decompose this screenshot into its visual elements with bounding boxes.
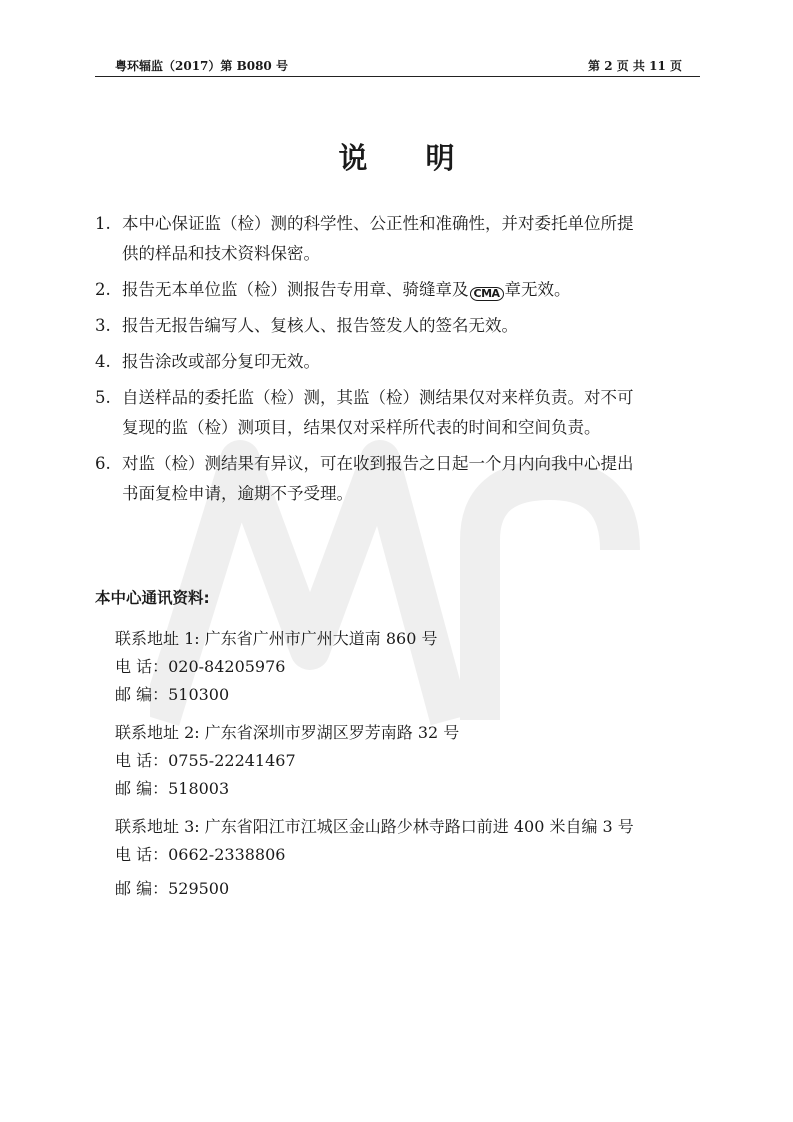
contact-address: 联系地址 1: 广东省广州市广州大道南 860 号 [115, 629, 438, 648]
list-item [95, 383, 703, 443]
contact-postcode: 邮 编：518003 [115, 779, 230, 798]
notice-list [95, 209, 703, 515]
contact-info [115, 625, 634, 913]
contact-postcode: 邮 编：529500 [115, 879, 230, 898]
item-text-suffix: 章无效。 [504, 280, 571, 299]
title-char-2: 明 [425, 141, 455, 175]
item-text-continued: 供的样品和技术资料保密。 [122, 244, 320, 263]
item-number: 1. [95, 214, 111, 233]
list-item [95, 209, 703, 269]
contact-block [115, 813, 634, 903]
item-text: 本中心保证监（检）测的科学性、公正性和准确性，并对委托单位所提 [122, 214, 634, 233]
contact-address: 联系地址 3: 广东省阳江市江城区金山路少林寺路口前进 400 米自编 3 号 [115, 817, 634, 836]
contact-postcode: 邮 编：510300 [115, 685, 230, 704]
item-number: 5. [95, 388, 111, 407]
contact-phone: 电 话：0755-22241467 [115, 751, 296, 770]
item-number: 4. [95, 352, 111, 371]
contact-phone: 电 话：020-84205976 [115, 657, 286, 676]
page-header [95, 58, 700, 77]
contact-heading: 本中心通讯资料: [95, 589, 210, 607]
item-text-continued: 复现的监（检）测项目，结果仅对采样所代表的时间和空间负责。 [122, 418, 601, 437]
list-item [95, 275, 703, 305]
item-text: 自送样品的委托监（检）测，其监（检）测结果仅对来样负责。对不可 [122, 388, 634, 407]
item-number: 2. [95, 280, 111, 299]
cma-mark-icon: CMA [470, 287, 504, 301]
list-item [95, 311, 703, 341]
contact-block [115, 719, 634, 803]
contact-block [115, 625, 634, 709]
page-title [0, 136, 793, 177]
item-text: 报告无本单位监（检）测报告专用章、骑缝章及 [122, 280, 469, 299]
item-text: 报告无报告编写人、复核人、报告签发人的签名无效。 [122, 316, 518, 335]
contact-phone: 电 话：0662-2338806 [115, 845, 286, 864]
item-text-continued: 书面复检申请，逾期不予受理。 [122, 484, 353, 503]
document-number: 粤环辐监（2017）第 B080 号 [115, 59, 288, 73]
item-number: 3. [95, 316, 111, 335]
item-number: 6. [95, 454, 111, 473]
contact-address: 联系地址 2: 广东省深圳市罗湖区罗芳南路 32 号 [115, 723, 460, 742]
title-char-1: 说 [338, 141, 368, 175]
page-indicator: 第 2 页 共 11 页 [588, 59, 682, 73]
list-item [95, 449, 703, 509]
item-text: 报告涂改或部分复印无效。 [122, 352, 320, 371]
list-item [95, 347, 703, 377]
item-text: 对监（检）测结果有异议，可在收到报告之日起一个月内向我中心提出 [122, 454, 634, 473]
